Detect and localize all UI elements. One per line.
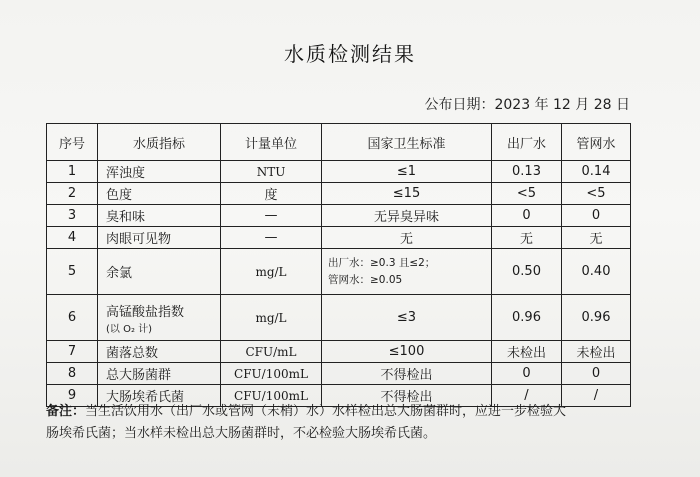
row-indicator: 浑浊度	[98, 161, 221, 183]
remarks-note	[46, 401, 646, 445]
row-no: 6	[47, 295, 98, 341]
row-network: 0	[562, 205, 631, 227]
row-factory: 0	[492, 363, 562, 385]
remarks-label: 备注：	[46, 404, 86, 419]
remarks-line-1: 当生活饮用水（出厂水或管网（末梢）水）水样检出总大肠菌群时，应进一步检验大	[85, 404, 567, 419]
row-factory: <5	[492, 183, 562, 205]
row-indicator: 臭和味	[98, 205, 221, 227]
page-title: 水质检测结果	[284, 42, 416, 66]
row-network: 未检出	[562, 341, 631, 363]
header-standard: 国家卫生标准	[322, 124, 492, 161]
row-unit: CFU/100mL	[221, 363, 322, 385]
standard-line-factory: 出厂水：≥0.3 且≤2；	[328, 256, 436, 269]
row-standard: 不得检出	[322, 363, 492, 385]
row-standard: 无异臭异味	[322, 205, 492, 227]
row-unit: mg/L	[221, 249, 322, 295]
row-indicator: 余氯	[98, 249, 221, 295]
row-indicator: 总大肠菌群	[98, 363, 221, 385]
table-row	[47, 205, 631, 227]
standard-line-network: 管网水：≥0.05	[328, 273, 403, 286]
indicator-main: 高锰酸盐指数	[106, 304, 185, 320]
row-standard: ≤100	[322, 341, 492, 363]
row-no: 9	[47, 385, 98, 407]
row-no: 7	[47, 341, 98, 363]
header-unit: 计量单位	[221, 124, 322, 161]
row-indicator: 色度	[98, 183, 221, 205]
row-unit: NTU	[221, 161, 322, 183]
row-no: 5	[47, 249, 98, 295]
row-standard: 无	[322, 227, 492, 249]
row-unit: 度	[221, 183, 322, 205]
table-row	[47, 341, 631, 363]
row-network: 0	[562, 363, 631, 385]
row-unit: —	[221, 205, 322, 227]
row-network: 0.40	[562, 249, 631, 295]
row-unit: mg/L	[221, 295, 322, 341]
row-indicator: 菌落总数	[98, 341, 221, 363]
row-factory: 0.96	[492, 295, 562, 341]
header-no: 序号	[47, 124, 98, 161]
remarks-line-2: 肠埃希氏菌；当水样未检出总大肠菌群时，不必检验大肠埃希氏菌。	[46, 426, 437, 441]
row-standard: 不得检出	[322, 385, 492, 407]
row-factory: /	[492, 385, 562, 407]
table-row	[47, 295, 631, 341]
water-quality-table	[46, 123, 631, 407]
row-unit: CFU/mL	[221, 341, 322, 363]
header-indicator: 水质指标	[98, 124, 221, 161]
table-row	[47, 161, 631, 183]
row-indicator	[98, 295, 221, 341]
publish-date: 公布日期：2023 年 12 月 28 日	[424, 97, 630, 113]
row-no: 8	[47, 363, 98, 385]
row-network: 无	[562, 227, 631, 249]
header-network-water: 管网水	[562, 124, 631, 161]
row-factory: 0	[492, 205, 562, 227]
row-indicator: 大肠埃希氏菌	[98, 385, 221, 407]
table-row	[47, 249, 631, 295]
row-factory: 无	[492, 227, 562, 249]
row-unit: CFU/100mL	[221, 385, 322, 407]
row-indicator: 肉眼可见物	[98, 227, 221, 249]
row-network: <5	[562, 183, 631, 205]
row-standard: ≤3	[322, 295, 492, 341]
header-factory-water: 出厂水	[492, 124, 562, 161]
row-no: 3	[47, 205, 98, 227]
row-factory: 0.50	[492, 249, 562, 295]
row-no: 4	[47, 227, 98, 249]
row-network: /	[562, 385, 631, 407]
row-network: 0.14	[562, 161, 631, 183]
row-factory: 未检出	[492, 341, 562, 363]
row-factory: 0.13	[492, 161, 562, 183]
table-row	[47, 183, 631, 205]
indicator-sub: (以 O₂ 计)	[106, 323, 153, 335]
table-row	[47, 227, 631, 249]
row-standard	[322, 249, 492, 295]
row-network: 0.96	[562, 295, 631, 341]
row-unit: —	[221, 227, 322, 249]
row-no: 1	[47, 161, 98, 183]
row-no: 2	[47, 183, 98, 205]
row-standard: ≤1	[322, 161, 492, 183]
table-header-row	[47, 124, 631, 161]
table-row	[47, 363, 631, 385]
row-standard: ≤15	[322, 183, 492, 205]
